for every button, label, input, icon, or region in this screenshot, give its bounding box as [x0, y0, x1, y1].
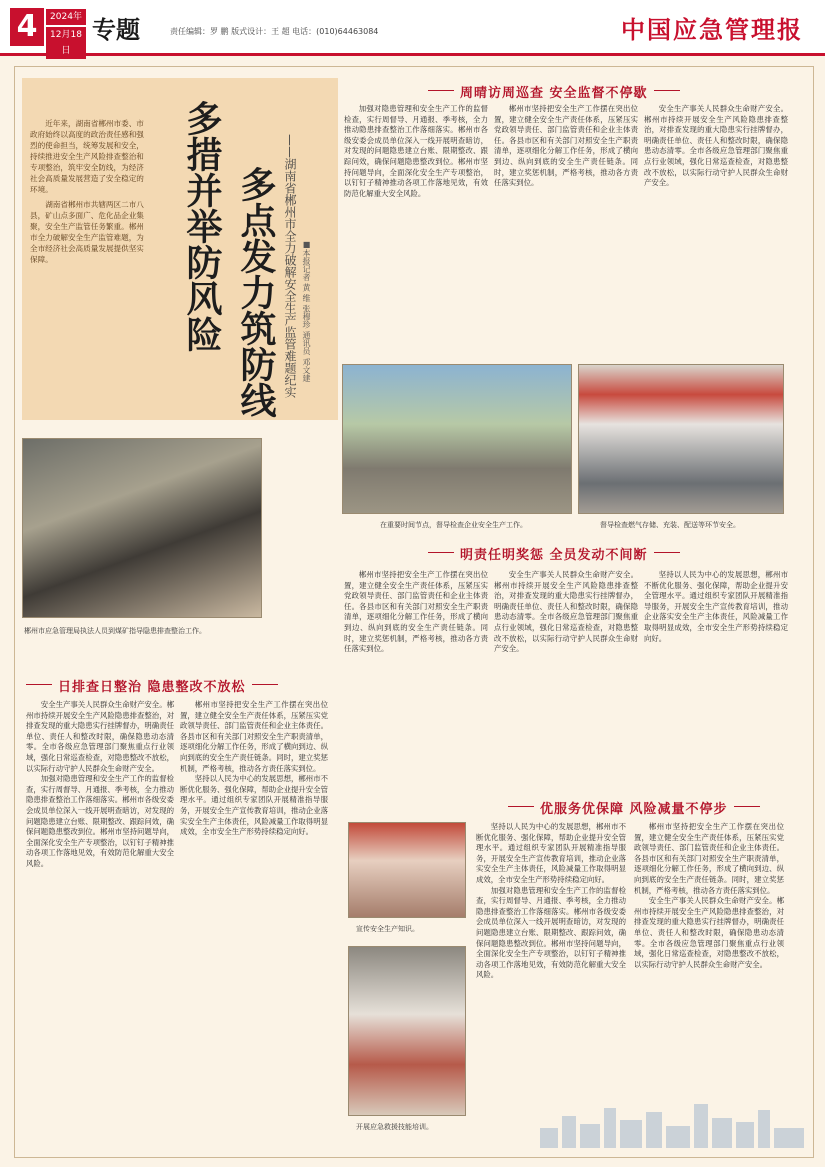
article-column: 加强对隐患管理和安全生产工作的监督检查，实行周督导、月通报、季考核，全力推动隐患排查整治工作落细落实。郴州市各级安委会成员单位深入一线开展明查暗访，对发现的问题隐患建立台账、限期整改、跟踪问效，确保问题隐患整改到位。郴州市坚持问题导向，全面深化安全生产专项整治，以钉钉子精神推动各项工作落地见效，有效防范化解重大安全风险。	[344, 104, 488, 198]
photo-caption: 督导检查燃气存储、充装、配送等环节安全。	[600, 521, 740, 529]
headline-secondary: 多点发力筑防线	[235, 166, 277, 418]
article-column: 安全生产事关人民群众生命财产安全。郴州市持续开展安全生产风险隐患排查整治，对排查发现的重大隐患实行挂牌督办，明确责任单位、责任人和整改时限，确保隐患动态清零。全市各级应急管理部门聚焦重点行业领域，强化日常巡查检查，对隐患整改不放松，以实际行动守护人民群众生命财产安全。 加强对隐患管理和安全生产工作的监督检查，实行周督导、月通报、季考核，全力推动隐患排查整治工作落细落实。郴州市各级安委会成员单位深入一线开展明查暗访，对发现的问题隐患建立台账、限期整改、跟踪问效，确保问题隐患整改到位。郴州市坚持问题导向，全面深化安全生产专项整治，以钉钉子精神推动各项工作落地见效，有效防范化解重大安全风险。	[26, 700, 174, 868]
section-heading: 日排查日整治 隐患整改不放松	[58, 676, 246, 695]
section-heading: 周晴访周巡查 安全监督不停歇	[460, 82, 648, 101]
masthead	[0, 0, 825, 56]
issue-year: 2024年	[46, 9, 86, 25]
article-column: 安全生产事关人民群众生命财产安全。郴州市持续开展安全生产风险隐患排查整治，对排查发现的重大隐患实行挂牌督办，明确责任单位、责任人和整改时限，确保隐患动态清零。全市各级应急管理部门聚焦重点行业领域，强化日常巡查检查，对隐患整改不放松，以实际行动守护人民群众生命财产安全。	[644, 104, 788, 188]
article-column: 坚持以人民为中心的发展思想，郴州市不断优化服务、强化保障，帮助企业提升安全管理水平。通过组织专家团队开展精准指导服务，开展安全生产宣传教育培训，推动企业落实安全生产主体责任，风险减量工作取得明显成效，全市安全生产形势持续稳定向好。 加强对隐患管理和安全生产工作的监督检查，实行周督导、月通报、季考核，全力推动隐患排查整治工作落细落实。郴州市各级安委会成员单位深入一线开展明查暗访，对发现的问题隐患建立台账、限期整改、跟踪问效，确保问题隐患整改到位。郴州市坚持问题导向，全面深化安全生产专项整治，以钉钉子精神推动各项工作落地见效，有效防范化解重大安全风险。	[476, 822, 626, 980]
photo-caption: 在重要时间节点，督导检查企业安全生产工作。	[380, 521, 527, 529]
section-heading: 明责任明奖惩 全员发动不间断	[460, 544, 648, 563]
article-column: 安全生产事关人民群众生命财产安全。郴州市持续开展安全生产风险隐患排查整治，对排查发现的重大隐患实行挂牌督办，明确责任单位、责任人和整改时限，确保隐患动态清零。全市各级应急管理部门聚焦重点行业领域，强化日常巡查检查，对隐患整改不放松，以实际行动守护人民群众生命财产安全。	[494, 570, 638, 654]
newspaper-logo: 中国应急管理报	[621, 15, 803, 44]
section-name: 专题	[92, 16, 140, 44]
photo-caption: 宣传安全生产知识。	[356, 925, 419, 933]
city-skyline-illustration	[540, 1100, 810, 1148]
article-column: 郴州市坚持把安全生产工作摆在突出位置，建立健全安全生产责任体系，压紧压实党政领导责任、部门监管责任和企业主体责任。各县市区和有关部门对照安全生产职责清单，逐项细化分解工作任务，形成了横向到边、纵向到底的安全生产责任链条。同时，建立奖惩机制，严格考核，推动各方责任落实到位。 坚持以人民为中心的发展思想，郴州市不断优化服务、强化保障，帮助企业提升安全管理水平。通过组织专家团队开展精准指导服务，开展安全生产宣传教育培训，推动企业落实安全生产主体责任，风险减量工作取得明显成效，全市安全生产形势持续稳定向好。	[180, 700, 328, 837]
inspection-photo	[342, 364, 572, 514]
rescue-training-photo	[348, 946, 466, 1116]
article-column: 郴州市坚持把安全生产工作摆在突出位置，建立健全安全生产责任体系，压紧压实党政领导责任、部门监管责任和企业主体责任。各县市区和有关部门对照安全生产职责清单，逐项细化分解工作任务，形成了横向到边、纵向到底的安全生产责任链条。同时，建立奖惩机制，严格考核，推动各方责任落实到位。 安全生产事关人民群众生命财产安全。郴州市持续开展安全生产风险隐患排查整治，对排查发现的重大隐患实行挂牌督办，明确责任单位、责任人和整改时限，确保隐患动态清零。全市各级应急管理部门聚焦重点行业领域，强化日常巡查检查，对隐患整改不放松，以实际行动守护人民群众生命财产安全。	[634, 822, 784, 969]
publicity-photo	[348, 822, 466, 918]
mine-monitoring-photo	[22, 438, 262, 618]
issue-date	[46, 9, 86, 61]
page-number: 4	[10, 8, 44, 46]
editor-credits: 责任编辑：罗 鹏 版式设计：王 超 电话：(010)64463084	[170, 27, 379, 36]
headline-subtitle: ——湖南省郴州市全力破解安全生产监管难题纪实	[283, 134, 297, 398]
gas-inspection-photo	[578, 364, 784, 514]
headline-main: 多措并举防风险	[181, 100, 223, 352]
photo-caption: 郴州市应急管理局执法人员到煤矿指导隐患排查整治工作。	[24, 627, 206, 635]
section-heading: 优服务优保障 风险减量不停步	[540, 798, 728, 817]
lead-summary	[30, 118, 150, 269]
article-column: 郴州市坚持把安全生产工作摆在突出位置，建立健全安全生产责任体系，压紧压实党政领导责任、部门监管责任和企业主体责任。各县市区和有关部门对照安全生产职责清单，逐项细化分解工作任务，形成了横向到边、纵向到底的安全生产责任链条。同时，建立奖惩机制，严格考核，推动各方责任落实到位。	[344, 570, 488, 654]
lead-paragraph: 近年来，湖南省郴州市委、市政府始终以高度的政治责任感和强烈的使命担当，统筹发展和安全，持续推进安全生产风险排查整治和专项整治，筑牢安全防线，为经济社会高质量发展营造了安全稳定的环境。	[30, 119, 144, 194]
lead-paragraph: 湖南省郴州市共辖两区二市八县，矿山点多面广、危化品企业集聚，安全生产监管任务繁重。郴州市全力破解安全生产监管难题，为全市经济社会高质量发展提供坚实保障。	[30, 200, 144, 264]
article-column: 坚持以人民为中心的发展思想，郴州市不断优化服务、强化保障，帮助企业提升安全管理水平。通过组织专家团队开展精准指导服务，开展安全生产宣传教育培训，推动企业落实安全生产主体责任，风险减量工作取得明显成效，全市安全生产形势持续稳定向好。	[644, 570, 788, 643]
byline: ■本报记者 黄 维 张穆珍 通讯员 邓文建	[302, 240, 311, 382]
issue-day: 12月18日	[46, 27, 86, 59]
article-column: 郴州市坚持把安全生产工作摆在突出位置，建立健全安全生产责任体系，压紧压实党政领导责任、部门监管责任和企业主体责任。各县市区和有关部门对照安全生产职责清单，逐项细化分解工作任务，形成了横向到边、纵向到底的安全生产责任链条。同时，建立奖惩机制，严格考核，推动各方责任落实到位。	[494, 104, 638, 188]
photo-caption: 开展应急救援技能培训。	[356, 1123, 433, 1131]
